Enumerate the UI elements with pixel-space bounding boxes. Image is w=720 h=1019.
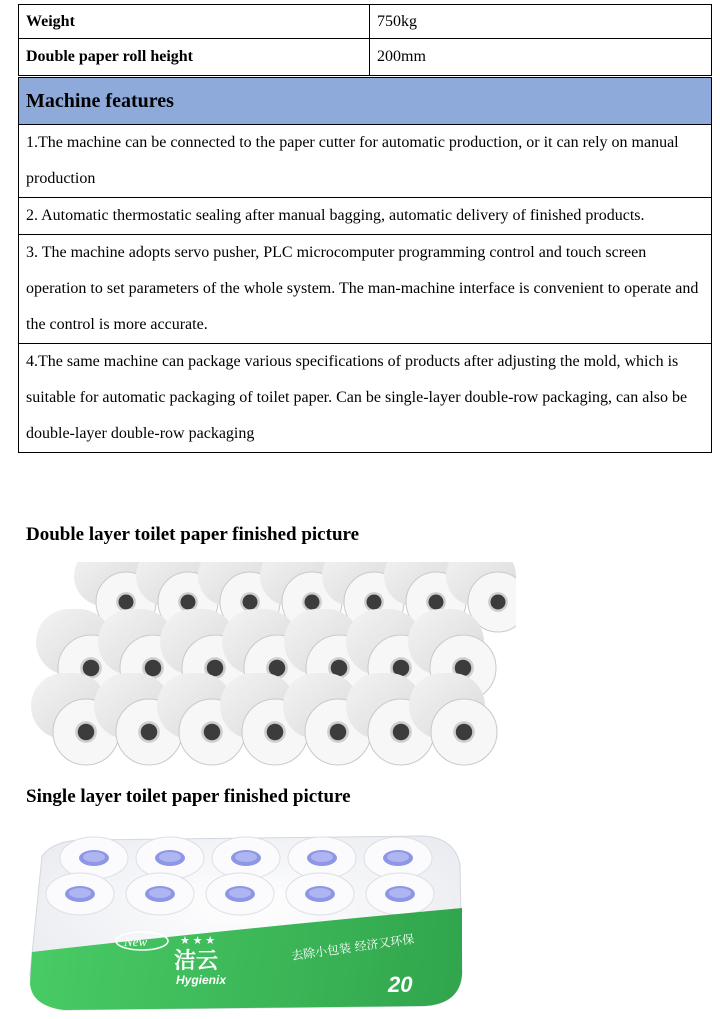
spec-label: Weight [19, 5, 370, 39]
feature-item: 2. Automatic thermostatic sealing after manual bagging, automatic delivery of finished products. [19, 198, 712, 235]
feature-row [19, 235, 712, 344]
roll-front-row [206, 873, 274, 915]
feature-row [19, 344, 712, 453]
feature-item: 3. The machine adopts servo pusher, PLC microcomputer programming control and touch screen operation to set parameters of the whole system. The man-machine interface is convenient to operate and the control is more accurate. [19, 235, 712, 344]
stars-icon: ★ ★ ★ [180, 935, 216, 947]
spec-row-weight [19, 5, 712, 39]
roll-back-row [60, 837, 128, 879]
package-slogan: 去除小包装 经济又环保 [290, 931, 416, 963]
roll-front-row [286, 873, 354, 915]
features-table [18, 77, 712, 453]
features-header: Machine features [19, 78, 712, 125]
spec-table [18, 4, 712, 76]
roll-front-row [46, 873, 114, 915]
roll-back-row [212, 837, 280, 879]
package-count: 20 [388, 972, 413, 997]
double-layer-title: Double layer toilet paper finished picture [26, 524, 360, 545]
single-layer-package-image [24, 834, 464, 1012]
feature-row [19, 198, 712, 235]
spec-value: 750kg [370, 5, 712, 39]
single-layer-photo [24, 834, 464, 1012]
double-layer-photo [26, 562, 516, 768]
single-layer-title: Single layer toilet paper finished picture [26, 786, 351, 807]
new-badge: New [124, 934, 148, 949]
feature-row [19, 125, 712, 198]
feature-item: 4.The same machine can package various specifications of products after adjusting the mold, which is suitable for automatic packaging of toilet paper. Can be single-layer double-row packaging, can also be double-layer double-row packaging [19, 344, 712, 453]
roll-back-row [136, 837, 204, 879]
brand-en: Hygienix [176, 973, 227, 987]
spec-label: Double paper roll height [19, 39, 370, 76]
spec-value: 200mm [370, 39, 712, 76]
feature-item: 1.The machine can be connected to the paper cutter for automatic production, or it can rely on manual production [19, 125, 712, 198]
brand-cn: 洁云 [174, 949, 219, 974]
double-layer-rolls-image [26, 562, 516, 768]
roll-front-row [366, 873, 434, 915]
roll-front-row [126, 873, 194, 915]
features-header-row [19, 78, 712, 125]
spec-row-height [19, 39, 712, 76]
